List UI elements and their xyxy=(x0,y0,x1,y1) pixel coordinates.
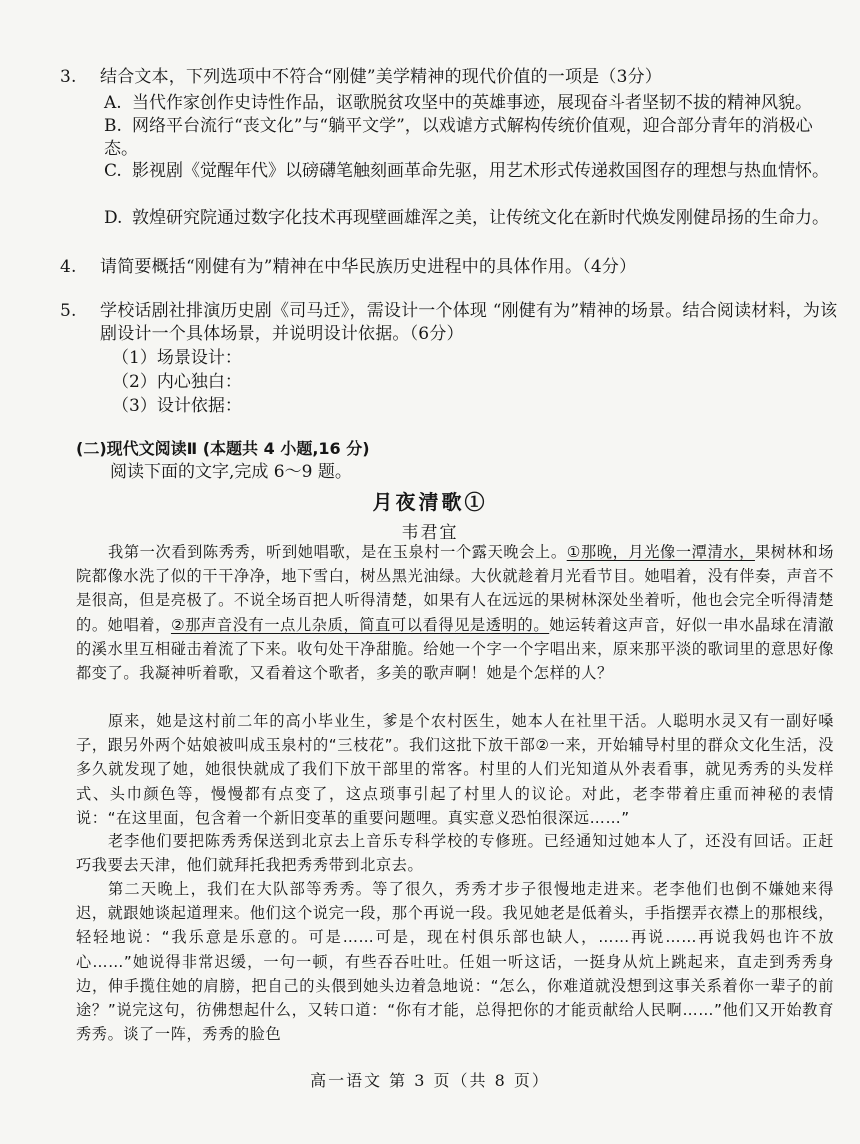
option-c xyxy=(104,160,840,183)
option-text: 当代作家创作史诗性作品，讴歌脱贫攻坚中的英雄事迹，展现奋斗者坚韧不拔的精神风貌。 xyxy=(132,93,812,113)
option-b xyxy=(104,115,840,161)
article-paragraph-2: 原来，她是这村前二年的高小毕业生，爹是个农村医生，她本人在社里干活。人聪明水灵又有一副好嗓子，跟另外两个姑娘被叫成玉泉村的“三枝花”。我们这批下放干部②一来，开始辅导村里的群众文化生活，没多久就发现了她，她很快就成了我们下放干部里的常客。村里的人们光知道从外表看事，就见秀秀的头发样式、头巾颜色等，慢慢都有点变了，这点琐事引起了村里人的议论。对此，老李带着庄重而神秘的表情说：“在这里面，包含着一个新旧变革的重要问题哩。真实意义恐怕很深远……” xyxy=(76,712,834,827)
article-author: 韦君宜 xyxy=(401,523,459,543)
section-instruction: 阅读下面的文字,完成 6～9 题。 xyxy=(110,462,352,482)
article-title: 月夜清歌① xyxy=(372,490,488,514)
question-5 xyxy=(60,300,840,346)
option-text: 影视剧《觉醒年代》以磅礴笔触刻画革命先驱，用艺术形式传递救国图存的理想与热血情怀。 xyxy=(132,161,829,181)
option-letter: B. xyxy=(104,116,122,136)
question-stem: 学校话剧社排演历史剧《司马迁》，需设计一个体现 “刚健有为”精神的场景。结合阅读材料，为该剧设计一个具体场景，并说明设计依据。（6分） xyxy=(100,301,838,344)
option-letter: C. xyxy=(104,161,122,181)
option-letter: D. xyxy=(104,208,123,228)
option-text: 敦煌研究院通过数字化技术再现壁画雄浑之美，让传统文化在新时代焕发刚健昂扬的生命力。 xyxy=(132,208,829,228)
option-letter: A. xyxy=(104,93,122,113)
underlined-sentence-2: ②那声音没有一点儿杂质，简直可以看得见是透明的。 xyxy=(170,615,550,634)
page-footer: 高一语文 第 3 页（共 8 页） xyxy=(310,1071,550,1090)
paragraph-text: 我第一次看到陈秀秀，听到她唱歌，是在玉泉村一个露天晚会上。 xyxy=(108,543,567,561)
section-heading: (二)现代文阅读Ⅱ (本题共 4 小题,16 分) xyxy=(76,439,370,458)
question-stem: 结合文本，下列选项中不符合“刚健”美学精神的现代价值的一项是（3分） xyxy=(100,67,662,87)
option-a xyxy=(104,92,840,115)
option-d xyxy=(104,207,840,230)
article-paragraph-4: 第二天晚上，我们在大队部等秀秀。等了很久，秀秀才步子很慢地走进来。老李他们也倒不嫌她来得迟，就跟她谈起道理来。他们这个说完一段，那个再说一段。我见她老是低着头，手指摆弄衣襟上的那根线，轻轻地说：“我乐意是乐意的。可是……可是，现在村俱乐部也缺人，……再说……再说我妈也许不放心……”她说得非常迟缓，一句一顿，有些吞吞吐吐。任姐一听这话，一挺身从炕上跳起来，直走到秀秀身边，伸手揽住她的肩膀，把自己的头偎到她头边着急地说：“怎么，你难道就没想到这事关系着你一辈子的前途？”说完这句，彷佛想起什么，又转口道：“你有才能，总得把你的才能贡献给人民啊……”他们又开始教育秀秀。谈了一阵，秀秀的脸色 xyxy=(76,880,834,1044)
article-paragraph-1 xyxy=(76,540,834,685)
answer-prompt-scene: （1）场景设计： xyxy=(112,348,242,368)
answer-prompt-basis: （3）设计依据： xyxy=(112,396,242,416)
option-text: 网络平台流行“丧文化”与“躺平文学”，以戏谑方式解构传统价值观，迎合部分青年的消极心态。 xyxy=(104,116,813,159)
paragraph-text: 果树林和场院都像水洗了似的干干净净，地下雪白，树丛黑光油绿。大伙就趁着月光看节目。她唱着，没有伴奏，声音不是很高，但是亮极了。不说全场百把人听得清楚，如果有人在远远的果树林深处坐着听，他也会完全听得清楚的。她唱着， xyxy=(76,543,834,634)
answer-prompt-monologue: （2）内心独白： xyxy=(112,372,242,392)
question-4 xyxy=(60,256,840,279)
underlined-sentence-1: ①那晚，月光像一潭清水， xyxy=(566,543,755,561)
question-3 xyxy=(60,66,840,89)
question-number: 3. xyxy=(60,67,77,87)
article-paragraph-3: 老李他们要把陈秀秀保送到北京去上音乐专科学校的专修班。已经通知过她本人了，还没有回话。正赶巧我要去天津，他们就拜托我把秀秀带到北京去。 xyxy=(76,832,834,875)
question-number: 4. xyxy=(60,257,77,277)
question-stem: 请简要概括“刚健有为”精神在中华民族历史进程中的具体作用。（4分） xyxy=(100,257,637,277)
question-number: 5. xyxy=(60,301,77,321)
paragraph-text: 她运转着这声音，好似一串水晶球在清澈的溪水里互相碰击着流了下来。收句处干净甜脆。给她一个字一个字唱出来，原来那平淡的歌词里的意思好像都变了。我凝神听着歌，又看着这个歌者，多美的歌声啊！她是个怎样的人？ xyxy=(76,615,834,683)
